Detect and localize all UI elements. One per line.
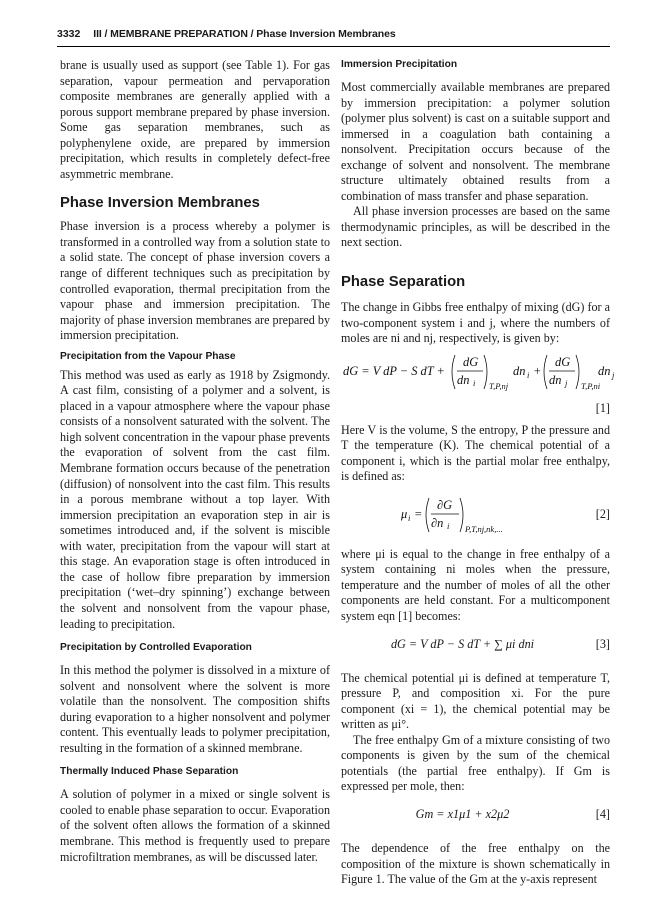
right-paragraph-8: The dependence of the free enthalpy on the composition of the mixture is shown schematically in Figure 1. The value of the Gm at the y-axis represent: [341, 840, 610, 887]
right-paragraph-1: Most commercially available membranes are prepared by immersion precipitation: a polymer solution (polymer plus solvent) is cast on a suitable support and immersed in a coagulation bath containing a nonsolvent. Precipitation occurs because of the exchange of solvent and nonsolvent. The membrane structure ultimately obtained results from a combination of mass transfer and phase separation.: [341, 80, 610, 203]
svg-text:i: i: [446, 520, 449, 531]
left-column: [60, 58, 330, 865]
svg-text:dn: dn: [549, 372, 562, 387]
svg-text:dn: dn: [457, 372, 470, 387]
svg-text:T,P,nj: T,P,nj: [489, 380, 509, 391]
left-paragraph-5: A solution of polymer in a mixed or single solvent is cooled to enable phase separation to occur. Evaporation of the solvent often allows the formation of a skinned membrane. This method is frequently used to prepare microfiltration membranes, as will be discussed later.: [60, 787, 330, 864]
equation-3-formula: dG = V dP − S dT + ∑ μi dni: [390, 636, 535, 651]
svg-text:P,T,nj,nk,...: P,T,nj,nk,...: [464, 523, 503, 534]
svg-text:∂G: ∂G: [436, 497, 452, 512]
section-heading-phase-separation: Phase Separation: [341, 274, 466, 291]
svg-text:+: +: [533, 363, 542, 378]
subheading-immersion: Immersion Precipitation: [341, 59, 458, 70]
section-heading-phase-inversion: Phase Inversion Membranes: [60, 195, 260, 212]
right-paragraph-7: The free enthalpy Gm of a mixture consisting of two components is given by the sum of the chemical potentials (the partial free enthalpy). If Gm is expressed per mole, then:: [341, 732, 610, 794]
left-paragraph-4: In this method the polymer is dissolved in a mixture of solvent and nonsolvent where the solvent is more volatile than the nonsolvent. The composition shifts during evaporation to a higher nonsolvent and polymer content. This eventually leads to polymer precipitation, resulting in the formation of a skinned membrane.: [60, 663, 330, 755]
svg-text:dn: dn: [513, 363, 526, 378]
equation-1-formula: [343, 351, 615, 397]
svg-text:i: i: [527, 369, 530, 380]
svg-text:dG = V dP − S dT +: dG = V dP − S dT +: [343, 363, 445, 378]
right-paragraph-3: The change in Gibbs free enthalpy of mixing (dG) for a two-component system i and j, where the numbers of moles are ni and nj, respectively, is given by:: [341, 300, 610, 346]
svg-text:=: =: [413, 506, 422, 521]
running-header: [57, 28, 610, 44]
equation-3: [341, 637, 610, 657]
svg-text:dn: dn: [598, 363, 611, 378]
right-paragraph-2: All phase inversion processes are based on the same thermodynamic principles, as will be described in the next section.: [341, 204, 610, 250]
right-paragraph-5: where μi is equal to the change in free enthalpy of a system containing ni moles when the pressure, temperature and the number of moles of all the other components are held constant. For a multicomponent system eqn [1] becomes:: [341, 546, 610, 624]
subheading-thermal: Thermally Induced Phase Separation: [60, 766, 239, 778]
equation-1-number: [1]: [595, 401, 610, 416]
equation-1: [341, 351, 615, 417]
page-number: 3332: [57, 28, 81, 40]
right-paragraph-4: Here V is the volume, S the entropy, P the pressure and T the temperature (K). The chemical potential of a component i, which is the partial molar free enthalpy, is defined as:: [341, 422, 610, 484]
right-paragraph-6: The chemical potential μi is defined at temperature T, pressure P, and composition xi. For the pure component (xi = 1), the chemical potential may be written as μi°.: [341, 670, 610, 732]
svg-text:∂n: ∂n: [430, 515, 443, 530]
svg-text:dG: dG: [555, 354, 571, 369]
subheading-controlled-evaporation: Precipitation by Controlled Evaporation: [60, 642, 252, 654]
running-head-title: III / MEMBRANE PREPARATION / Phase Inversion Membranes: [93, 28, 396, 40]
equation-2: [341, 493, 610, 535]
right-column: [341, 58, 615, 888]
svg-text:dG: dG: [463, 354, 479, 369]
header-rule: [57, 46, 610, 47]
equation-2-number: [2]: [595, 506, 610, 521]
subheading-vapour-phase: Precipitation from the Vapour Phase: [60, 350, 236, 362]
svg-text:i: i: [407, 512, 410, 523]
svg-text:i: i: [473, 377, 476, 388]
svg-text:j: j: [612, 369, 615, 380]
equation-4: [341, 807, 610, 827]
equation-4-formula: Gm = x1μ1 + x2μ2: [415, 806, 510, 821]
svg-text:j: j: [565, 377, 568, 388]
left-paragraph-1: brane is usually used as support (see Table 1). For gas separation, vapour permeation and pervaporation composite membranes are generally applied with a porous support membrane prepared by phase inversion. Some gas separation membranes, such as polyphenylene oxide, are prepared by immersion precipitation, which results in completely defect-free asymmetric membrane.: [60, 58, 330, 181]
equation-4-number: [4]: [595, 806, 610, 821]
left-paragraph-3: This method was used as early as 1918 by Zsigmondy. A cast film, consisting of a polymer and a solvent, is placed in a vapour atmosphere where the vapour phase consists of a nonsolvent saturated with the solvent. The high solvent concentration in the vapour phase prevents the evaporation of solvent from the cast film. Membrane formation occurs because of the penetration (diffusion) of nonsolvent into the cast film. This results in a porous membrane without a top layer. With immersion precipitation an evaporation step in air is sometimes introduced and, if the solvent is miscible with water, precipitation from the vapour will start at this stage. An evaporation stage is often introduced in the case of hollow fibre preparation by immersion precipitation (‘wet–dry spinning’) exchange between the solvent and nonsolvent from the vapour phase, leading to precipitation.: [60, 367, 330, 631]
left-paragraph-2: Phase inversion is a process whereby a polymer is transformed in a controlled way from a solution state to a solid state. The concept of phase inversion covers a range of different techniques such as precipitation by controlled evaporation, thermal precipitation from the vapour phase and immersion precipitation. The majority of phase inversion membranes are prepared by immersion precipitation.: [60, 219, 330, 343]
equation-2-formula: [393, 493, 533, 537]
svg-text:μ: μ: [400, 506, 407, 521]
svg-text:T,P,ni: T,P,ni: [581, 380, 601, 391]
equation-3-number: [3]: [595, 636, 610, 651]
